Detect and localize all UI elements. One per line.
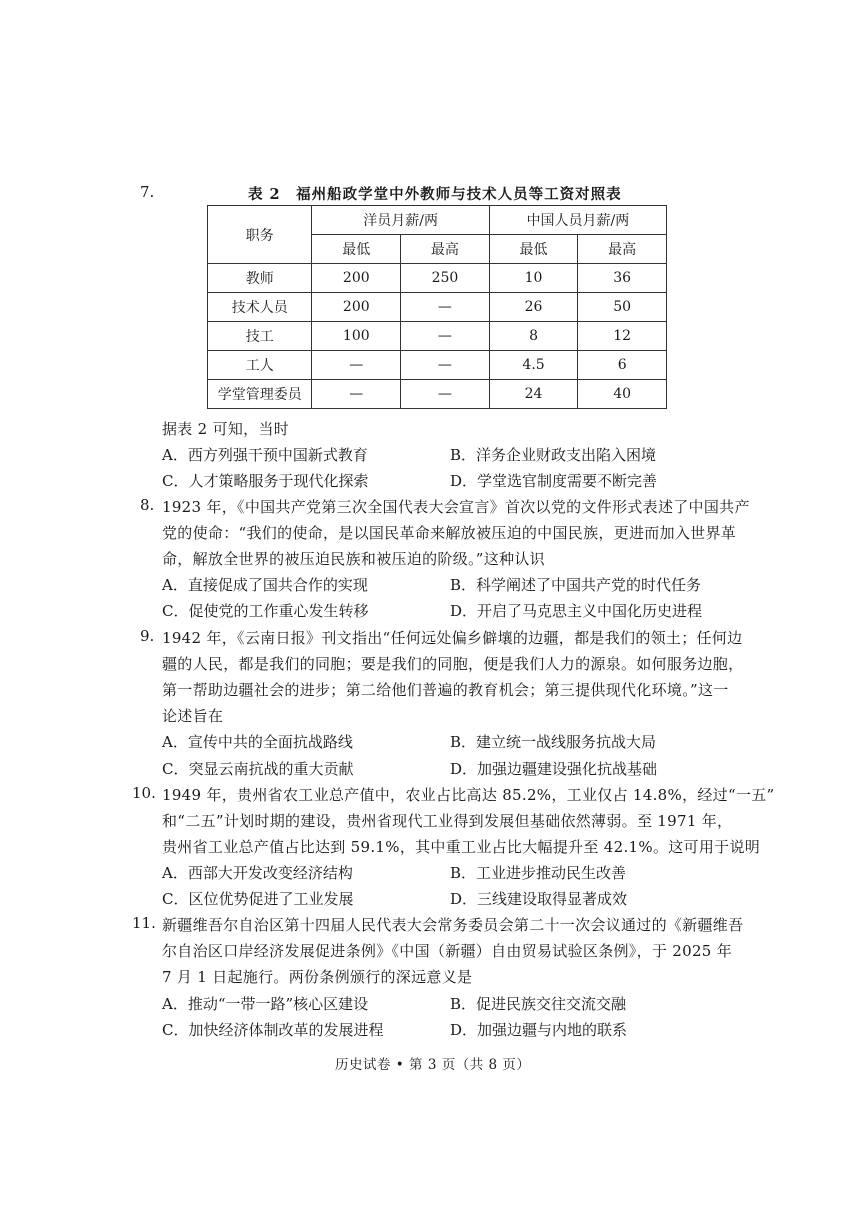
question-8-number: 8. [140,496,155,514]
table-header-chinese: 中国人员月薪/两 [489,206,666,235]
question-11-option-c[interactable]: C．加快经济体制改革的发展进程 [162,1021,384,1039]
question-10-stem-line: 1949 年，贵州省农工业总产值中，农业占比高达 85.2%，工业仅占 14.8%，经过“一五” [162,786,775,804]
table-cell-role: 学堂管理委员 [208,380,312,409]
table-cell: 200 [312,264,401,293]
question-8-stem-line: 1923 年，《中国共产党第三次全国代表大会宣言》首次以党的文件形式表述了中国共产 [162,498,750,516]
question-7-option-a[interactable]: A．西方列强干预中国新式教育 [162,446,368,464]
question-7-option-d[interactable]: D．学堂选官制度需要不断完善 [450,472,658,490]
table-cell: — [401,380,490,409]
question-11-stem-line: 新疆维吾尔自治区第十四届人民代表大会常务委员会第二十一次会议通过的《新疆维吾 [162,916,744,934]
question-10-stem-line: 和“二五”计划时期的建设，贵州省现代工业得到发展但基础依然薄弱。至 1971 年， [162,812,733,830]
question-8-option-c[interactable]: C．促使党的工作重心发生转移 [162,602,369,620]
page-footer: 历史试卷 • 第 3 页（共 8 页） [335,1057,531,1073]
table-subheader-foreign-low: 最低 [312,235,401,264]
question-10-option-d[interactable]: D．三线建设取得显著成效 [450,890,628,908]
question-9-stem-line: 第一帮助边疆社会的进步；第二给他们普遍的教育机会；第三提供现代化环境。”这一 [162,681,729,699]
table-cell: — [401,322,490,351]
question-10-option-a[interactable]: A．西部大开发改变经济结构 [162,864,353,882]
table-cell: 250 [401,264,490,293]
question-9-stem-line: 疆的人民，都是我们的同胞；要是我们的同胞，便是我们人力的源泉。如何服务边胞， [162,655,744,673]
table-cell: 200 [312,293,401,322]
question-7-option-b[interactable]: B．洋务企业财政支出陷入困境 [450,446,657,464]
table-cell: 6 [578,351,667,380]
table-cell: — [312,351,401,380]
table-row [208,322,667,351]
question-10-number: 10. [132,784,156,802]
question-8-stem-line: 命，解放全世界的被压迫民族和被压迫的阶级。”这种认识 [162,550,545,568]
question-8-option-b[interactable]: B．科学阐述了中国共产党的时代任务 [450,576,702,594]
question-9-option-b[interactable]: B．建立统一战线服务抗战大局 [450,733,657,751]
table-cell: 100 [312,322,401,351]
table-header-role: 职务 [208,206,312,264]
question-10-stem-line: 贵州省工业总产值占比达到 59.1%，其中重工业占比大幅提升至 42.1%。这可用于说明 [162,838,761,856]
table-header-foreign: 洋员月薪/两 [312,206,489,235]
table-subheader-foreign-high: 最高 [401,235,490,264]
question-11-option-b[interactable]: B．促进民族交往交流交融 [450,995,627,1013]
table-row [208,264,667,293]
table-cell-role: 技术人员 [208,293,312,322]
table-cell: 40 [578,380,667,409]
question-9-option-d[interactable]: D．加强边疆建设强化抗战基础 [450,760,658,778]
question-9-option-a[interactable]: A．宣传中共的全面抗战路线 [162,733,353,751]
table-cell: 50 [578,293,667,322]
question-11-stem-line: 尔自治区口岸经济发展促进条例》《中国（新疆）自由贸易试验区条例》，于 2025 年 [162,942,733,960]
question-11-option-d[interactable]: D．加强边疆与内地的联系 [450,1021,628,1039]
table-cell: 8 [489,322,578,351]
table-cell: 10 [489,264,578,293]
question-8-stem-line: 党的使命：“我们的使命，是以国民革命来解放被压迫的中国民族，更进而加入世界革 [162,524,737,542]
question-11-stem-line: 7 月 1 日起施行。两份条例颁行的深远意义是 [162,968,473,986]
question-9-stem-line: 论述旨在 [162,707,224,725]
wage-comparison-table [207,205,667,409]
table-cell: 36 [578,264,667,293]
table-cell-role: 教师 [208,264,312,293]
table-cell: — [401,293,490,322]
question-9-stem-line: 1942 年，《云南日报》刊文指出“任何远处偏乡僻壤的边疆，都是我们的领土；任何边 [162,629,743,647]
question-11-option-a[interactable]: A．推动“一带一路”核心区建设 [162,995,369,1013]
question-10-option-c[interactable]: C．区位优势促进了工业发展 [162,890,354,908]
table-row [208,351,667,380]
question-10-option-b[interactable]: B．工业进步推动民生改善 [450,864,627,882]
table-row [208,380,667,409]
table-cell: 26 [489,293,578,322]
table-subheader-chinese-low: 最低 [489,235,578,264]
table-title: 表 2 福州船政学堂中外教师与技术人员等工资对照表 [248,186,622,203]
table-row [208,293,667,322]
table-cell-role: 工人 [208,351,312,380]
question-8-option-a[interactable]: A．直接促成了国共合作的实现 [162,576,368,594]
table-cell: 12 [578,322,667,351]
question-9-option-c[interactable]: C．突显云南抗战的重大贡献 [162,760,354,778]
table-subheader-chinese-high: 最高 [578,235,667,264]
table-cell: — [312,380,401,409]
question-7-option-c[interactable]: C．人才策略服务于现代化探索 [162,472,369,490]
question-7-stem: 据表 2 可知，当时 [162,420,290,438]
table-cell-role: 技工 [208,322,312,351]
table-cell: 4.5 [489,351,578,380]
question-7-number: 7. [140,183,155,201]
question-8-option-d[interactable]: D．开启了马克思主义中国化历史进程 [450,602,703,620]
question-9-number: 9. [140,627,155,645]
table-cell: 24 [489,380,578,409]
table-cell: — [401,351,490,380]
question-11-number: 11. [132,914,156,932]
